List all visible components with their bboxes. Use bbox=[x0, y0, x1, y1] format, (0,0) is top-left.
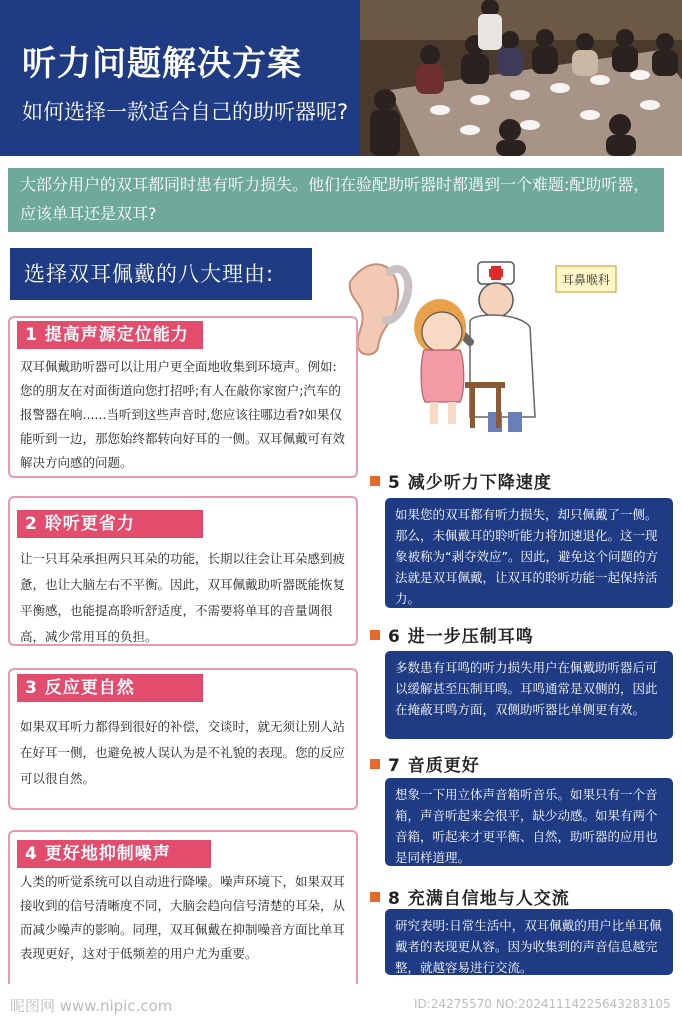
reason-label: 1 提高声源定位能力 bbox=[17, 321, 203, 349]
banquet-photo-graphic bbox=[360, 0, 682, 156]
reason-card-2 bbox=[8, 496, 358, 646]
intro-banner: 大部分用户的双耳都同时患有听力损失。他们在验配助听器时都遇到一个难题:配助听器，应该单耳还是双耳? bbox=[8, 168, 664, 232]
doctor-illustration-graphic bbox=[320, 252, 620, 452]
page-title: 听力问题解决方案 bbox=[22, 44, 302, 84]
banquet-photo bbox=[360, 0, 682, 156]
reason-label: 8 充满自信地与人交流 bbox=[388, 889, 570, 909]
reason-label: 7 音质更好 bbox=[388, 756, 480, 776]
doctor-illustration bbox=[320, 252, 620, 452]
reason-label: 4 更好地抑制噪声 bbox=[17, 840, 211, 868]
reason-box-5: 如果您的双耳都有听力损失，却只佩戴了一侧。那么，未佩戴耳的聆听能力将加速退化。这一现象被称为“剥夺效应”。因此，避免这个问题的方法就是双耳佩戴，让双耳的聆听功能一起保持活力。 bbox=[385, 498, 673, 608]
clinic-sign: 耳鼻喉科 bbox=[561, 273, 611, 287]
watermark-left: 昵图网 www.nipic.com bbox=[10, 997, 173, 1015]
reason-card-3 bbox=[8, 668, 358, 810]
reason-card-4 bbox=[8, 830, 358, 990]
section-title: 选择双耳佩戴的八大理由: bbox=[10, 248, 312, 300]
bullet-square-icon bbox=[370, 892, 380, 902]
reason-label: 6 进一步压制耳鸣 bbox=[388, 627, 534, 647]
ear-icon bbox=[350, 264, 409, 354]
reason-text: 人类的听觉系统可以自动进行降噪。噪声环境下，如果双耳接收到的信号清晰度不同，大脑会趋向信号清楚的耳朵，从而减少噪声的影响。同理，双耳佩戴在抑制噪音方面比单耳表现更好，这对于低频差的用户尤为重要。 bbox=[20, 874, 346, 961]
bullet-square-icon bbox=[370, 630, 380, 640]
reason-label: 3 反应更自然 bbox=[17, 674, 203, 702]
reason-box-7: 想象一下用立体声音箱听音乐。如果只有一个音箱，声音听起来会很平，缺少动感。如果有两个音箱，听起来才更平衡、自然，助听器的应用也是同样道理。 bbox=[385, 778, 673, 866]
reason-text: 双耳佩戴助听器可以让用户更全面地收集到环境声。例如:您的朋友在对面街道向您打招呼;有人在敲你家窗户;汽车的报警器在响......当听到这些声音时,您应该往哪边看?如果仅能听到一边，那您始终都转向好耳的一侧。双耳佩戴可有效解决方向感的问题。 bbox=[20, 359, 346, 470]
reason-heading-5 bbox=[370, 468, 552, 493]
reason-heading-6 bbox=[370, 622, 534, 647]
reason-card-1 bbox=[8, 316, 358, 478]
reason-label: 5 减少听力下降速度 bbox=[388, 473, 552, 493]
page-subtitle: 如何选择一款适合自己的助听器呢? bbox=[22, 100, 349, 124]
reason-text: 如果双耳听力都得到很好的补偿，交谈时，就无须让别人站在好耳一侧，也避免被人误认为是不礼貌的表现。您的反应可以很自然。 bbox=[20, 719, 346, 786]
reason-heading-7 bbox=[370, 751, 480, 776]
watermark-right: ID:24275570 NO:20241114225643283105 bbox=[414, 997, 671, 1011]
reason-box-6: 多数患有耳鸣的听力损失用户在佩戴助听器后可以缓解甚至压制耳鸣。耳鸣通常是双侧的，因此在掩蔽耳鸣方面，双侧助听器比单侧更有效。 bbox=[385, 651, 673, 739]
reason-text: 让一只耳朵承担两只耳朵的功能，长期以往会让耳朵感到疲惫，也让大脑左右不平衡。因此，双耳佩戴助听器既能恢复平衡感，也能提高聆听舒适度，不需要将单耳的音量调很高，减少常用耳的负担。 bbox=[20, 551, 346, 644]
reason-label: 2 聆听更省力 bbox=[17, 510, 203, 538]
doctor-figure bbox=[450, 262, 535, 432]
reason-box-8: 研究表明:日常生活中，双耳佩戴的用户比单耳佩戴者的表现更从容。因为收集到的声音信息越完整，就越容易进行交流。 bbox=[385, 909, 673, 975]
bullet-square-icon bbox=[370, 759, 380, 769]
reason-heading-8 bbox=[370, 884, 570, 909]
bullet-square-icon bbox=[370, 476, 380, 486]
